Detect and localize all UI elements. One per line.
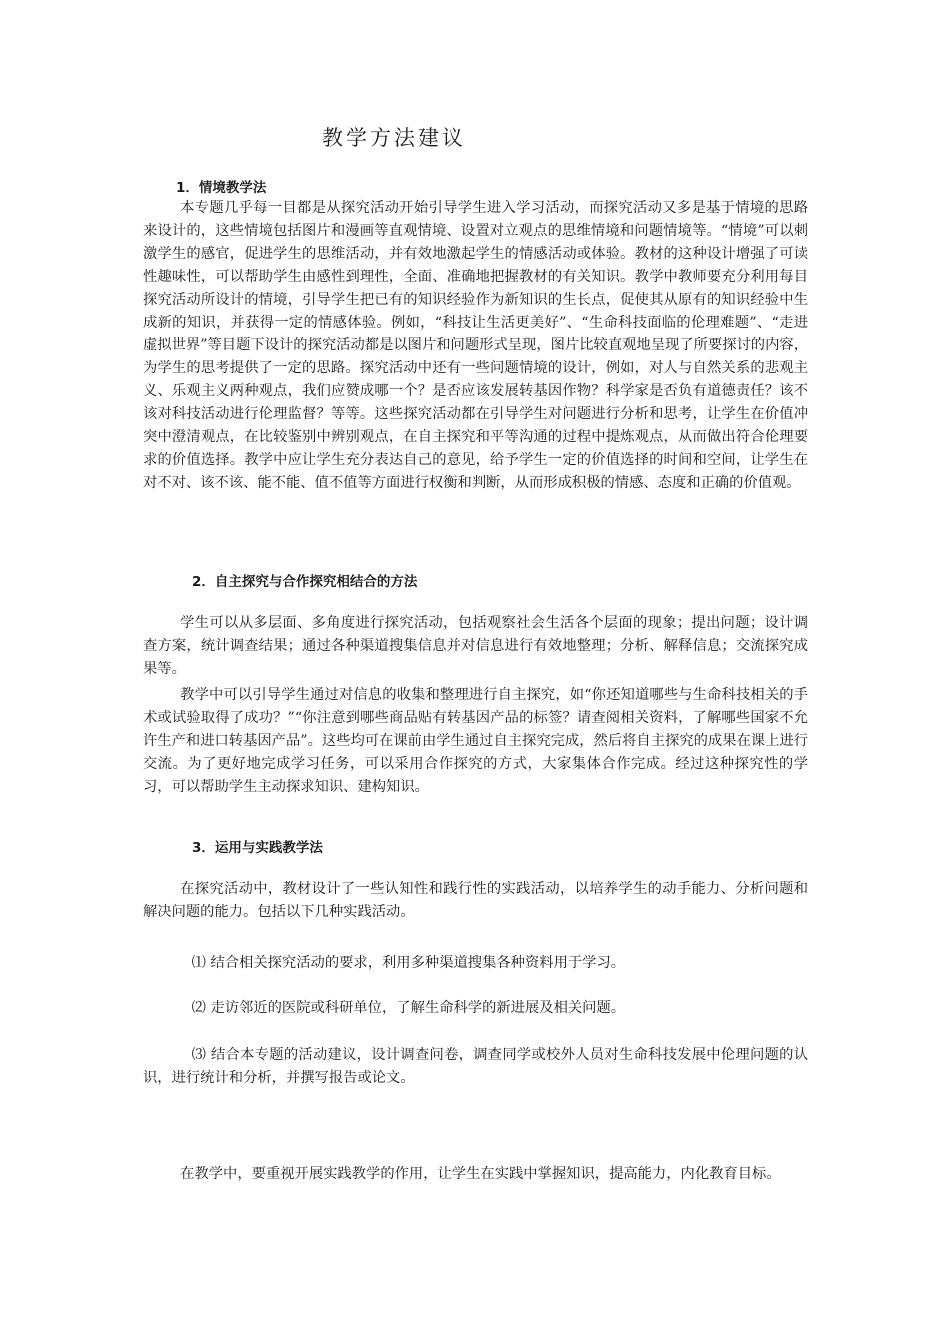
section-heading-1: 1．情境教学法 — [176, 180, 267, 196]
section-1-paragraph: 本专题几乎每一目都是从探究活动开始引导学生进入学习活动，而探究活动又多是基于情境的思路来设计的，这些情境包括图片和漫画等直观情境、设置对立观点的思维情境和问题情境等。“情境”可以刺激学生的感官，促进学生的思维活动，并有效地激起学生的情感活动或体验。教材的这种设计增强了可读性趣味性，可以帮助学生由感性到理性，全面、准确地把握教材的有关知识。教学中教师要充分利用每目探究活动所设计的情境，引导学生把已有的知识经验作为新知识的生长点，促使其从原有的知识经验中生成新的知识，并获得一定的情感体验。例如，“科技让生活更美好”、“生命科技面临的伦理难题”、“走进虚拟世界”等目题下设计的探究活动都是以图片和问题形式呈现，图片比较直观地呈现了所要探讨的内容，为学生的思考提供了一定的思路。探究活动中还有一些问题情境的设计，例如，对人与自然关系的悲观主义、乐观主义两种观点，我们应赞成哪一个？是否应该发展转基因作物？科学家是否负有道德责任？该不该对科技活动进行伦理监督？等等。这些探究活动都在引导学生对问题进行分析和思考，让学生在价值冲突中澄清观点，在比较鉴别中辨别观点，在自主探究和平等沟通的过程中提炼观点，从而做出符合伦理要求的价值选择。教学中应让学生充分表达自己的意见，给予学生一定的价值选择的时间和空间，让学生在对不对、该不该、能不能、值不值等方面进行权衡和判断，从而形成积极的情感、态度和正确的价值观。 — [143, 200, 808, 491]
section-heading-2: 2．自主探究与合作探究相结合的方法 — [192, 574, 418, 590]
section-heading-3: 3．运用与实践教学法 — [192, 840, 323, 856]
practice-item-3: ⑶ 结合本专题的活动建议，设计调查问卷，调查同学或校外人员对生命科技发展中伦理问题的认识，进行统计和分析，并撰写报告或论文。 — [143, 1047, 808, 1086]
section-3-paragraph: 在探究活动中，教材设计了一些认知性和践行性的实践活动，以培养学生的动手能力、分析问题和解决问题的能力。包括以下几种实践活动。 — [143, 881, 808, 920]
practice-item-2: ⑵ 走访邻近的医院或科研单位，了解生命科学的新进展及相关问题。 — [191, 1000, 626, 1016]
practice-item-1: ⑴ 结合相关探究活动的要求，利用多种渠道搜集各种资料用于学习。 — [191, 955, 626, 971]
page-title: 教学方法建议 — [322, 126, 466, 150]
closing-paragraph: 在教学中，要重视开展实践教学的作用，让学生在实践中掌握知识，提高能力，内化教育目标。 — [180, 1166, 781, 1182]
section-2-paragraph-2: 教学中可以引导学生通过对信息的收集和整理进行自主探究，如“你还知道哪些与生命科技相关的手术或试验取得了成功？”“你注意到哪些商品贴有转基因产品的标签？请查阅相关资料，了解哪些国家不允许生产和进口转基因产品”。这些均可在课前由学生通过自主探究完成，然后将自主探究的成果在课上进行交流。为了更好地完成学习任务，可以采用合作探究的方式，大家集体合作完成。经过这种探究性的学习，可以帮助学生主动探求知识、建构知识。 — [143, 687, 808, 795]
section-2-paragraph-1: 学生可以从多层面、多角度进行探究活动，包括观察社会生活各个层面的现象；提出问题；设计调查方案，统计调查结果；通过各种渠道搜集信息并对信息进行有效地整理；分析、解释信息；交流探究成果等。 — [143, 615, 808, 677]
